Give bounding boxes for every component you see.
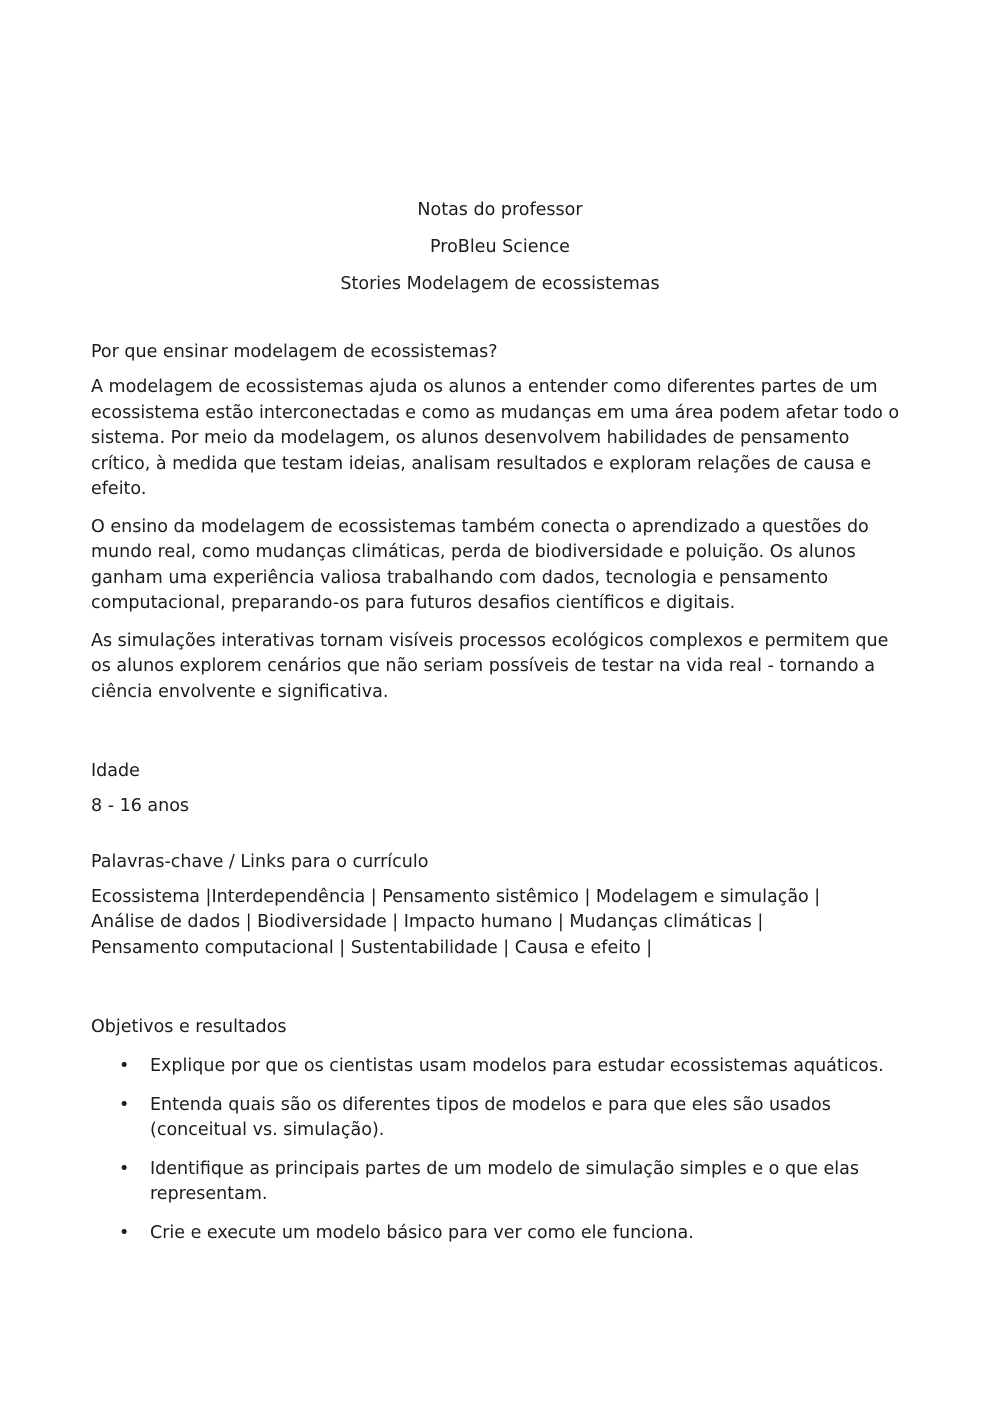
age-value: 8 - 16 anos xyxy=(91,796,190,816)
section-heading-keywords: Palavras-chave / Links para o currículo xyxy=(91,851,429,872)
keywords-line-3: Pensamento computacional | Sustentabilidade | Causa e efeito | xyxy=(91,937,653,958)
list-item xyxy=(91,1221,909,1247)
spacer-before-age xyxy=(91,705,909,759)
bullet-marker-icon: • xyxy=(119,1158,130,1179)
bullet-marker-icon: • xyxy=(119,1094,130,1115)
objective-text: Explique por que os cientistas usam modelos para estudar ecossistemas aquáticos. xyxy=(150,1056,884,1076)
paragraph-why-teach-1: A modelagem de ecossistemas ajuda os alunos a entender como diferentes partes de um ecossistema estão interconectadas e como as mudanças em uma área podem afetar todo o sistema. Por meio da modelagem, os alunos desenvolvem habilidades de pensamento crítico, à medida que testam ideias, analisam resultados e exploram relações de causa e efeito. xyxy=(91,377,900,499)
title-line-brand: ProBleu Science xyxy=(430,237,570,257)
section-heading-objectives: Objetivos e resultados xyxy=(91,1017,287,1037)
section-heading-why-teach: Por que ensinar modelagem de ecossistemas? xyxy=(91,342,498,362)
keywords-list xyxy=(91,885,909,962)
bullet-marker-icon: • xyxy=(119,1222,130,1243)
keywords-line-1: Ecossistema |Interdependência | Pensamento sistêmico | Modelagem e simulação | xyxy=(91,886,821,907)
spacer-before-keywords xyxy=(91,820,909,850)
spacer-before-objectives xyxy=(91,961,909,1015)
keywords-line-2: Análise de dados | Biodiversidade | Impacto humano | Mudanças climáticas | xyxy=(91,912,764,932)
paragraph-why-teach-2: O ensino da modelagem de ecossistemas também conecta o aprendizado a questões do mundo real, como mudanças climáticas, perda de biodiversidade e poluição. Os alunos ganham uma experiência valiosa trabalhando com dados, tecnologia e pensamento computacional, preparando-os para futuros desafios científicos e digitais. xyxy=(91,516,869,613)
bullet-marker-icon: • xyxy=(119,1056,130,1076)
objective-text: Crie e execute um modelo básico para ver como ele funciona. xyxy=(150,1222,694,1243)
document-title-block xyxy=(0,192,1000,303)
document-content xyxy=(91,340,909,1246)
list-item xyxy=(91,1054,909,1080)
objectives-list xyxy=(91,1054,909,1246)
title-line-subject: Stories Modelagem de ecossistemas xyxy=(340,274,660,294)
list-item xyxy=(91,1157,909,1208)
objective-text: Identifique as principais partes de um modelo de simulação simples e o que elas representam. xyxy=(150,1158,859,1204)
objective-text: Entenda quais são os diferentes tipos de modelos e para que eles são usados (conceitual vs. simulação). xyxy=(150,1094,831,1140)
paragraph-why-teach-3: As simulações interativas tornam visíveis processos ecológicos complexos e permitem que os alunos explorem cenários que não seriam possíveis de testar na vida real - tornando a ciência envolvente e significativa. xyxy=(91,630,889,702)
section-heading-age: Idade xyxy=(91,761,140,781)
list-item xyxy=(91,1093,909,1144)
title-line-notes: Notas do professor xyxy=(417,200,583,220)
